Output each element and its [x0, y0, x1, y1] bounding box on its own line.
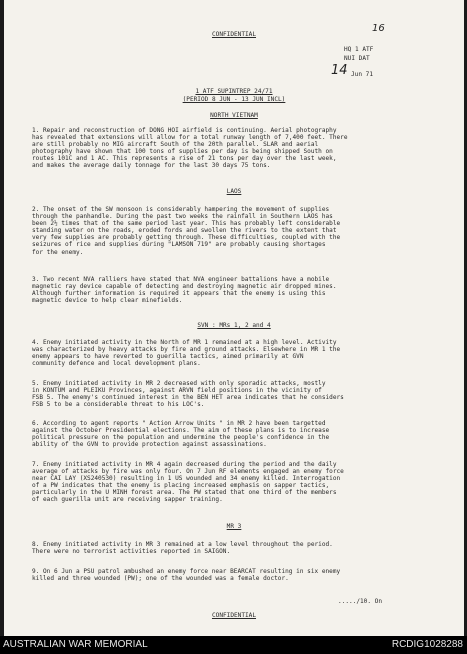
para-line: routes 101C and 1 AC. This represents a rise of 21 tons per day over the last week, — [32, 155, 337, 163]
title-line2: (PERIOD 8 JUN - 13 JUN INCL) — [182, 96, 286, 103]
para-line: average of attacks by fire was only four. On 7 Jun RF elements engaged an enemy force — [32, 468, 344, 476]
paragraph-2 — [32, 206, 448, 256]
continuation-mark: ...../10. On — [338, 598, 383, 605]
page-mark: 16 — [372, 23, 385, 34]
para-line: 2. The onset of the SW monsoon is considerably hampering the movement of supplies — [32, 206, 330, 213]
date-handwritten: 14 — [331, 63, 348, 78]
para-line: 5. Enemy initiated activity in MR 2 decreased with only sporadic attacks, mostly — [32, 380, 326, 387]
paragraph-9 — [32, 568, 448, 582]
para-line: enemy appears to have reverted to guerilla tactics, aimed primarily at GVN — [32, 353, 304, 361]
section-mr3: MR 3 — [226, 523, 242, 530]
paragraph-3 — [32, 276, 448, 304]
para-line: was characterized by heavy attacks by fire and ground attacks. Elsewhere in MR 1 the — [32, 346, 341, 354]
paragraph-6 — [32, 420, 448, 448]
para-line: killed and three wounded (PW); one of the wounded was a female doctor. — [32, 575, 289, 583]
para-line: political pressure on the population and undermine the people's confidence in the — [32, 434, 330, 442]
para-line: has revealed that extensions will allow for a total runway length of 7,400 feet. There — [32, 134, 348, 142]
para-line: of a PW indicates that the enemy is placing increased emphasis on sapper tactics, — [32, 482, 330, 490]
para-line: been 2½ times that of the same period last year. This has probably left considerable — [32, 220, 341, 228]
para-line: Although further information is required it appears that the enemy is using this — [32, 290, 326, 298]
para-line: 9. On 6 Jun a PSU patrol ambushed an enemy force near BEARCAT resulting in six enemy — [32, 568, 341, 575]
para-line: seizures of rice and supplies during "LAMSON 719" are probably causing shortages — [32, 241, 326, 249]
para-line: near CAI LAY (XS240530) resulting in 1 US wounded and 34 enemy killed. Interrogation — [32, 475, 341, 483]
para-line: magnetic ray device capable of detecting and destroying magnetic air dropped mines. — [32, 283, 337, 291]
para-line: community defence and local development plans. — [32, 360, 201, 368]
paragraph-1 — [32, 127, 448, 170]
para-line: magnetic device to help clear minefields. — [32, 297, 183, 305]
footer-record-id: RCDIG1028288 — [391, 639, 463, 650]
para-line: against the October Presidential elections. The aim of these plans is to increase — [32, 427, 330, 435]
para-line: 8. Enemy initiated activity in MR 3 remained at a low level throughout the period. — [32, 541, 333, 548]
para-line: in KONTUM and PLEIKU Provinces, against ARVN field positions in the vicinity of — [32, 387, 322, 395]
paragraph-5 — [32, 380, 448, 408]
para-line: very few supplies are probably getting through. These difficulties, coupled with the — [32, 234, 341, 242]
para-line: photography have shown that 100 tons of supplies per day is being shipped South on — [32, 148, 333, 156]
paragraph-4 — [32, 339, 448, 367]
paragraph-8 — [32, 541, 448, 555]
para-line: are still probably no MIG aircraft South of the 20th parallel. SLAR and aerial — [32, 141, 319, 149]
para-line: for the enemy. — [32, 248, 84, 256]
footer-institution: AUSTRALIAN WAR MEMORIAL — [3, 639, 148, 650]
para-line: 1. Repair and reconstruction of DONG HOI airfield is continuing. Aerial photography — [32, 127, 337, 134]
archive-footer — [0, 636, 467, 654]
para-line: 6. According to agent reports " Action Arrow Units " in MR 2 have been targetted — [32, 420, 326, 427]
classification-top: CONFIDENTIAL — [211, 31, 257, 38]
date-typed: Jun 71 — [351, 71, 374, 78]
para-line: FSB 5. The enemy's continued interest in the BEN HET area indicates that he considers — [32, 394, 344, 402]
para-line: through the panhandle. During the past two weeks the rainfall in Southern LAOS has — [32, 213, 333, 221]
paragraph-7 — [32, 461, 448, 504]
classification-bottom: CONFIDENTIAL — [211, 612, 257, 619]
para-line: 7. Enemy initiated activity in MR 4 again decreased during the period and the daily — [32, 461, 337, 468]
hq-line2: NUI DAT — [344, 55, 370, 62]
section-laos: LAOS — [226, 188, 242, 195]
para-line: of each guerilla unit are receiving sapper training. — [32, 496, 223, 504]
para-line: and makes the average daily tonnage for the last 30 days 75 tons. — [32, 162, 271, 170]
para-line: FSB 5 to be a considerable threat to his LOC's. — [32, 401, 205, 409]
title-line1: 1 ATF SUPINTREP 24/71 — [195, 88, 273, 95]
section-svn: SVN : MRs 1, 2 and 4 — [197, 322, 271, 329]
document-page — [4, 0, 464, 636]
para-line: 3. Two recent NVA ralliers have stated that NVA engineer battalions have a mobile — [32, 276, 330, 283]
para-line: standing water on the roads, eroded fords and swollen the rivers to the extent that — [32, 227, 337, 235]
para-line: particularly in the U MINH forest area. The PW stated that one third of the members — [32, 489, 337, 497]
section-north-vietnam: NORTH VIETNAM — [210, 112, 258, 119]
para-line: ability of the GVN to provide protection against assassinations. — [32, 441, 267, 449]
hq-line1: HQ 1 ATF — [344, 46, 374, 53]
para-line: 4. Enemy initiated activity in the North of MR 1 remained at a high level. Activity — [32, 339, 337, 346]
para-line: There were no terrorist activities reported in SAIGON. — [32, 548, 231, 556]
